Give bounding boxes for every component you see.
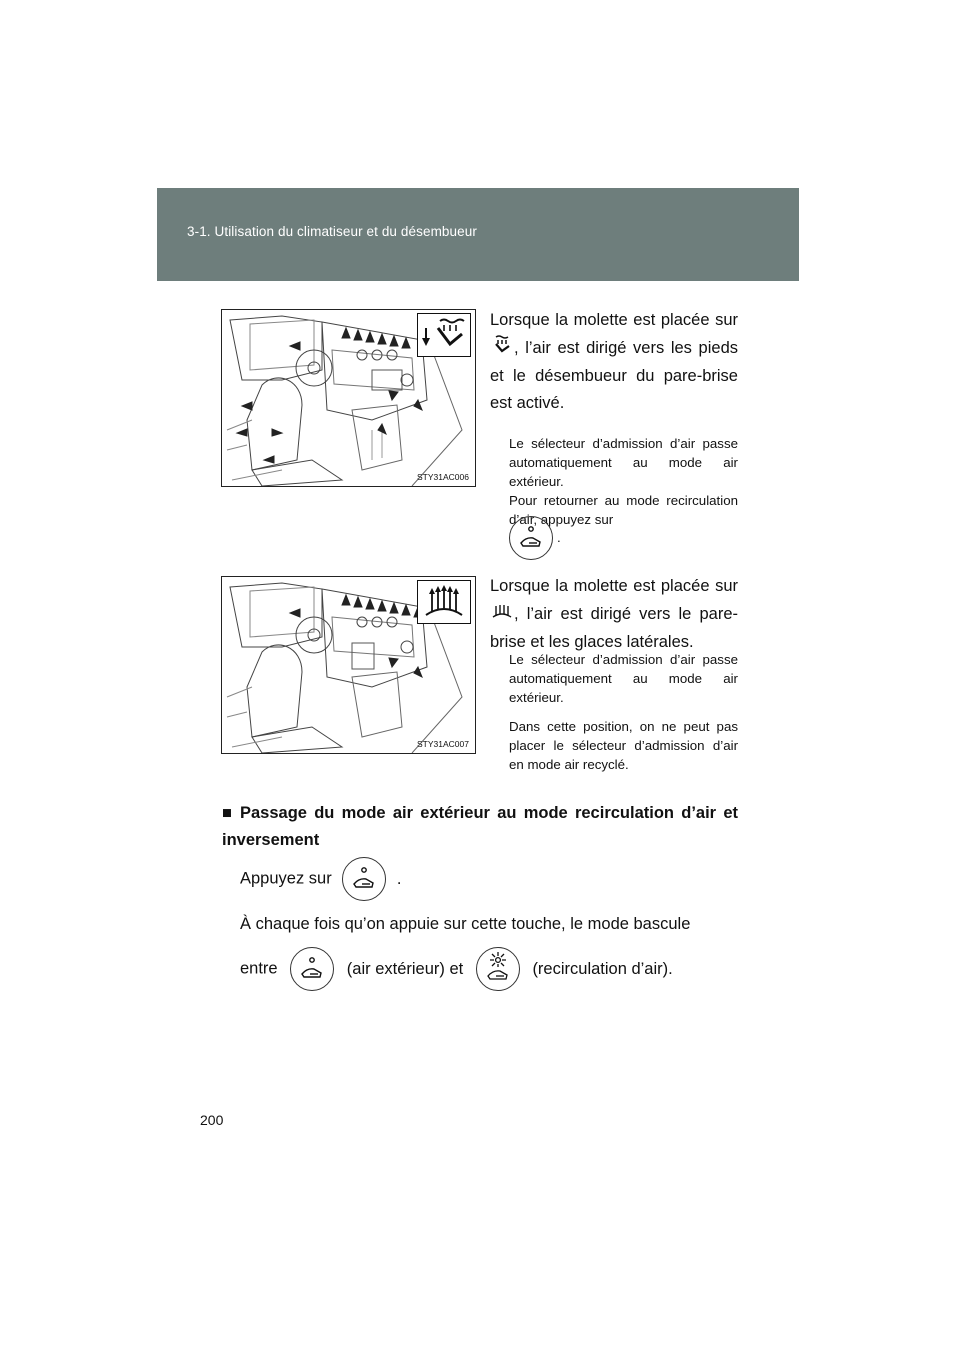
- recirculation-label: (recirculation d’air).: [532, 959, 673, 978]
- windshield-defrost-inline-icon: [490, 600, 514, 629]
- foot-defrost-symbol: [490, 334, 514, 354]
- car-interior-illustration-windshield-defrost: [221, 576, 476, 754]
- figure-code: STY31AC007: [417, 739, 469, 749]
- figure-code: STY31AC006: [417, 472, 469, 482]
- paragraph-text-end: , l’air est dirigé vers les pieds et le désembueur du pare-brise est activé.: [490, 338, 738, 412]
- section-title: 3-1. Utilisation du climatiseur et du désembueur: [187, 224, 477, 239]
- outside-air-button-icon: [509, 516, 553, 560]
- note-period: .: [557, 529, 561, 545]
- foot-defrost-inline-icon: [490, 334, 514, 363]
- heading-text: Passage du mode air extérieur au mode recirculation d’air et inversement: [222, 804, 738, 849]
- windshield-defrost-paragraph: [490, 573, 738, 656]
- foot-defrost-mode-box: [417, 313, 471, 357]
- note-outside-air-2: Le sélecteur d’admission d’air passe automatiquement au mode air extérieur.: [509, 652, 738, 705]
- outside-air-label: (air extérieur) et: [346, 959, 464, 978]
- paragraph-text-start: Lorsque la molette est placée sur: [490, 577, 738, 595]
- outside-air-mode-icon: [290, 947, 334, 991]
- windshield-defrost-icon: [418, 581, 470, 623]
- note-return-recirc: Pour retourner au mode recirculation d’air, appuyez sur: [509, 493, 738, 527]
- mode-toggle-row: [240, 947, 673, 991]
- toggle-description: À chaque fois qu’on appuie sur cette touche, le mode bascule: [240, 915, 691, 933]
- windshield-defrost-mode-box: [417, 580, 471, 624]
- note-inline-button-row: [509, 516, 561, 560]
- air-intake-button-icon: [342, 857, 386, 901]
- press-instruction: [240, 857, 402, 901]
- recirculation-mode-icon: [476, 947, 520, 991]
- car-recirculation-symbol: [477, 948, 519, 990]
- press-period: .: [396, 869, 402, 888]
- foot-defrost-icon: [418, 314, 470, 356]
- car-interior-illustration-foot-defrost: [221, 309, 476, 487]
- paragraph-text-start: Lorsque la molette est placée sur: [490, 311, 738, 329]
- entre-text: entre: [240, 959, 278, 978]
- section-header-band: [157, 188, 799, 281]
- note-outside-air-1: Le sélecteur d’admission d’air passe automatiquement au mode air extérieur.: [509, 436, 738, 489]
- note-recirc-unavailable: Dans cette position, on ne peut pas placer le sélecteur d’admission d’air en mode air recyclé.: [509, 719, 738, 772]
- heading-bullet: ■: [222, 804, 232, 822]
- car-outside-air-symbol: [343, 858, 385, 900]
- press-text: Appuyez sur: [240, 869, 332, 888]
- windshield-defrost-symbol: [490, 600, 514, 620]
- foot-defrost-paragraph: [490, 307, 738, 417]
- paragraph-text-end: , l’air est dirigé vers le pare-brise et les glaces latérales.: [490, 604, 738, 651]
- section-heading: [222, 800, 738, 854]
- car-outside-air-symbol: [510, 517, 552, 559]
- car-outside-air-symbol: [291, 948, 333, 990]
- page-number: 200: [200, 1112, 224, 1128]
